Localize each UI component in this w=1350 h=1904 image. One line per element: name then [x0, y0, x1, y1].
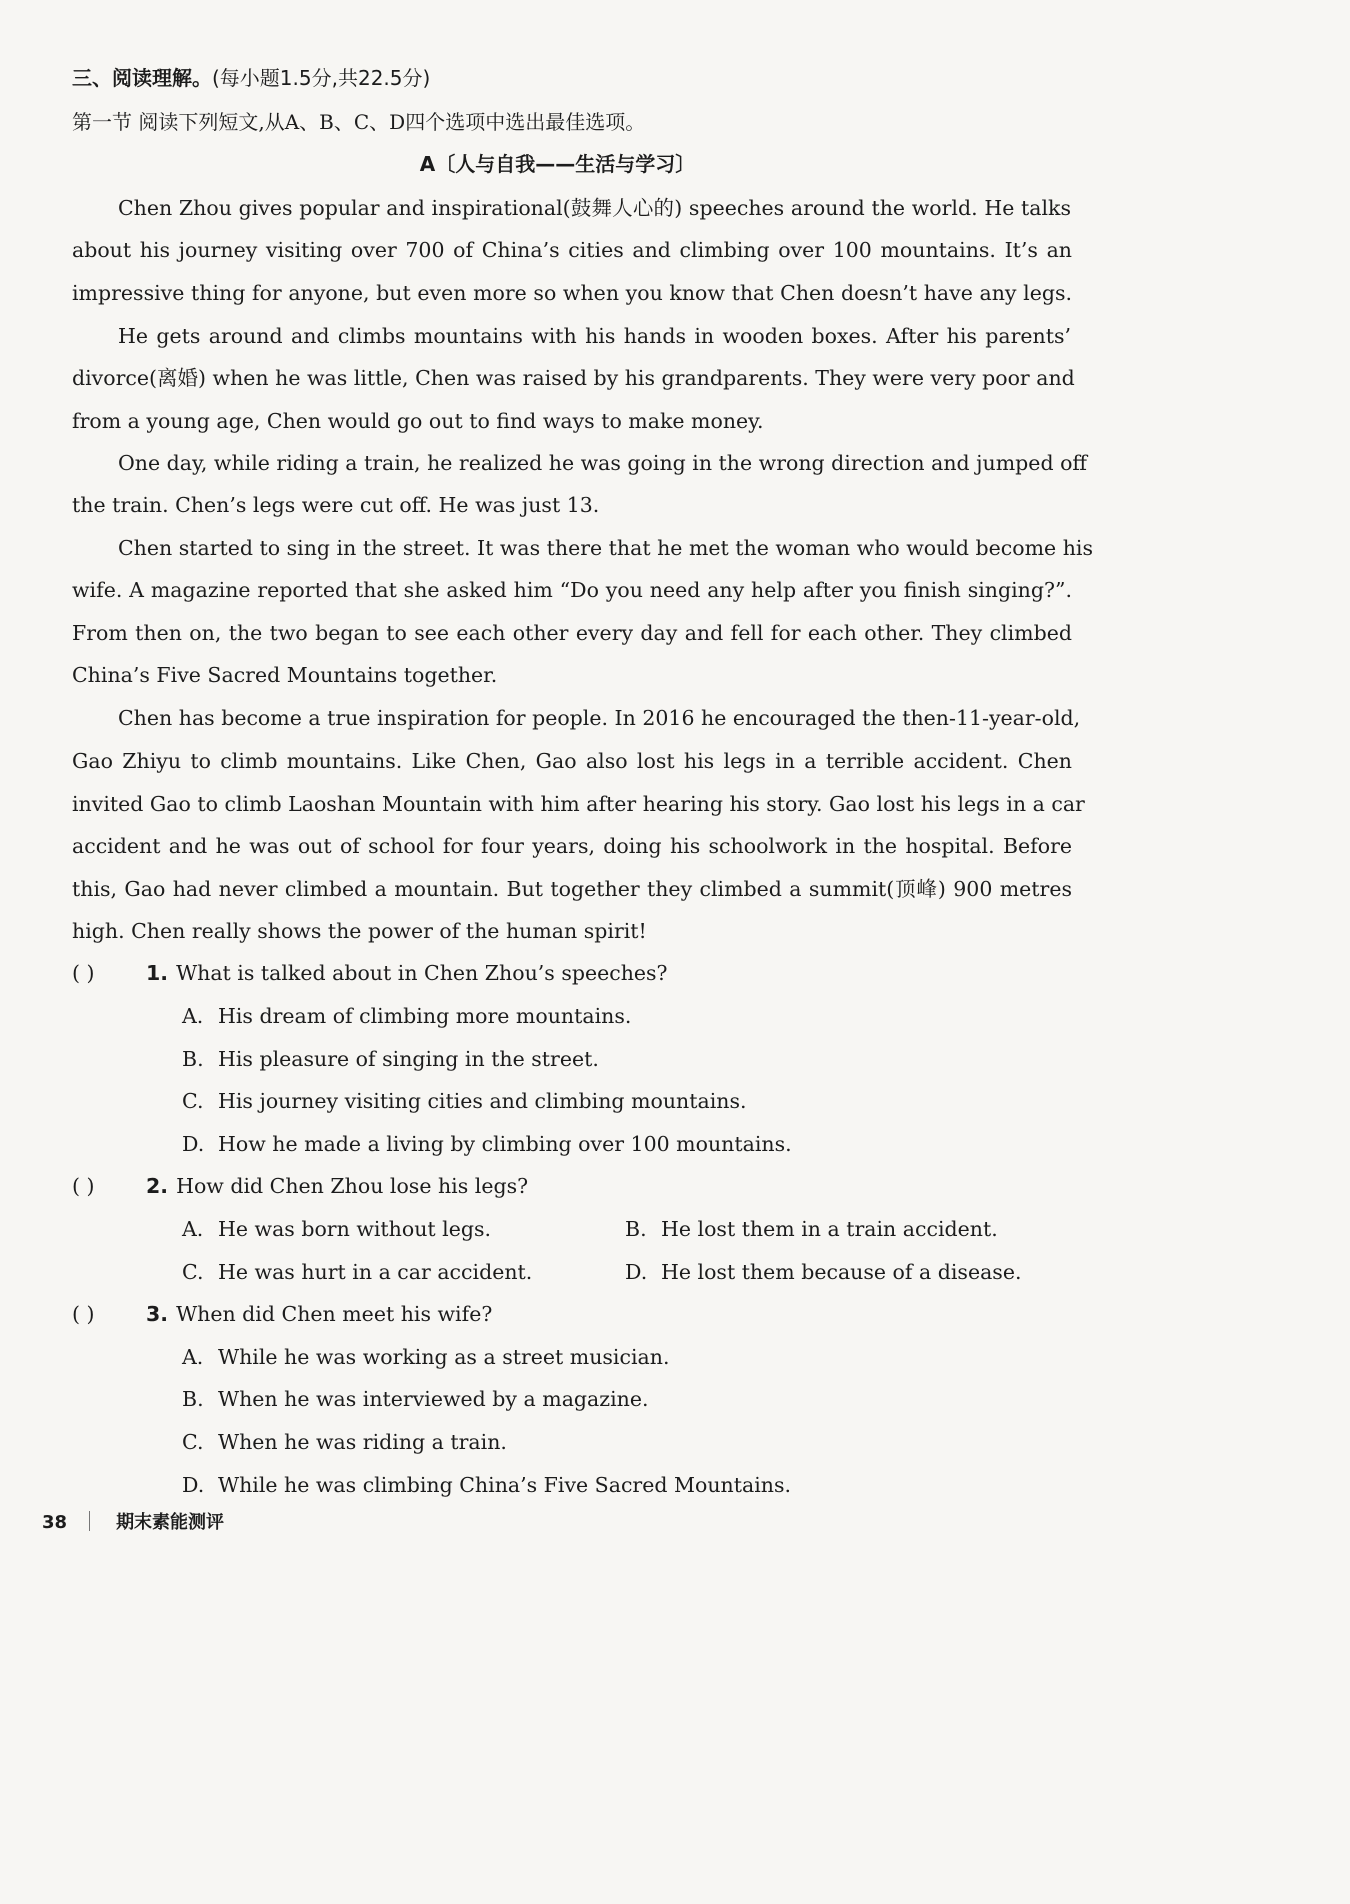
- option-text: He lost them in a train accident.: [661, 1217, 998, 1241]
- option-letter: C.: [182, 1430, 204, 1454]
- question-number: 1.: [146, 961, 169, 985]
- option-d[interactable]: [625, 1258, 1021, 1286]
- passage-line: invited Gao to climb Laoshan Mountain with him after hearing his story. Gao lost his legs in a car: [72, 792, 1085, 816]
- answer-parentheses: ( ): [72, 961, 95, 985]
- answer-blank[interactable]: [72, 1300, 146, 1328]
- option-text: He was hurt in a car accident.: [218, 1260, 533, 1284]
- option-letter: C.: [182, 1260, 204, 1284]
- passage-line: impressive thing for anyone, but even more so when you know that Chen doesn’t have any legs.: [72, 281, 1072, 305]
- option-text: While he was working as a street musician.: [218, 1345, 670, 1369]
- option-letter: A.: [182, 1345, 204, 1369]
- option-letter: A.: [182, 1217, 204, 1241]
- option-letter: A.: [182, 1004, 204, 1028]
- passage-line: high. Chen really shows the power of the human spirit!: [72, 919, 647, 943]
- section-heading: [72, 64, 1072, 92]
- section-score: (每小题1.5分,共22.5分): [212, 66, 431, 90]
- option-text: His pleasure of singing in the street.: [218, 1047, 599, 1071]
- option-letter: D.: [182, 1473, 205, 1497]
- passage-line: accident and he was out of school for four years, doing his schoolwork in the hospital. Before: [72, 834, 1072, 858]
- option-a[interactable]: [182, 1343, 669, 1371]
- passage-line: Chen has become a true inspiration for people. In 2016 he encouraged the then-11-year-old,: [118, 706, 1081, 730]
- answer-parentheses: ( ): [72, 1174, 95, 1198]
- option-text: He was born without legs.: [218, 1217, 492, 1241]
- passage-line: from a young age, Chen would go out to find ways to make money.: [72, 409, 764, 433]
- question-number: 3.: [146, 1302, 169, 1326]
- option-c[interactable]: [182, 1258, 532, 1286]
- passage-line: Gao Zhiyu to climb mountains. Like Chen, Gao also lost his legs in a terrible accident. Chen: [72, 749, 1072, 773]
- passage-line: about his journey visiting over 700 of China’s cities and climbing over 100 mountains. It’s an: [72, 238, 1072, 262]
- option-text: When he was riding a train.: [218, 1430, 507, 1454]
- passage-line: divorce(离婚) when he was little, Chen was raised by his grandparents. They were very poor and: [72, 366, 1075, 390]
- footer-title: 期末素能测评: [116, 1512, 225, 1533]
- option-d[interactable]: [182, 1130, 792, 1158]
- passage-line: this, Gao had never climbed a mountain. But together they climbed a summit(顶峰) 900 metres: [72, 877, 1072, 901]
- option-letter: B.: [182, 1387, 204, 1411]
- option-letter: C.: [182, 1089, 204, 1113]
- option-a[interactable]: [182, 1215, 491, 1243]
- passage-line: One day, while riding a train, he realized he was going in the wrong direction and jumped off: [118, 451, 1087, 475]
- section-title: 三、阅读理解。: [72, 66, 212, 90]
- option-a[interactable]: [182, 1002, 631, 1030]
- option-d[interactable]: [182, 1471, 791, 1499]
- passage-line: Chen started to sing in the street. It was there that he met the woman who would become his: [118, 536, 1093, 560]
- option-text: When he was interviewed by a magazine.: [218, 1387, 649, 1411]
- option-letter: D.: [182, 1132, 205, 1156]
- answer-blank[interactable]: [72, 959, 146, 987]
- question-stem: [72, 959, 668, 987]
- page-number: 38: [42, 1512, 68, 1533]
- answer-blank[interactable]: [72, 1172, 146, 1200]
- option-text: How he made a living by climbing over 100 mountains.: [218, 1132, 792, 1156]
- option-b[interactable]: [182, 1385, 648, 1413]
- page-footer: [42, 1510, 224, 1536]
- footer-divider: [89, 1511, 90, 1531]
- option-c[interactable]: [182, 1087, 747, 1115]
- answer-parentheses: ( ): [72, 1302, 95, 1326]
- option-letter: D.: [625, 1260, 648, 1284]
- option-b[interactable]: [182, 1045, 599, 1073]
- passage-title: A〔人与自我——生活与学习〕: [419, 152, 696, 176]
- question-text: What is talked about in Chen Zhou’s speeches?: [176, 961, 668, 985]
- option-c[interactable]: [182, 1428, 507, 1456]
- option-text: His journey visiting cities and climbing mountains.: [218, 1089, 747, 1113]
- passage-line: the train. Chen’s legs were cut off. He was just 13.: [72, 493, 600, 517]
- option-letter: B.: [625, 1217, 647, 1241]
- question-stem: [72, 1300, 492, 1328]
- option-text: While he was climbing China’s Five Sacred Mountains.: [218, 1473, 791, 1497]
- passage-line: China’s Five Sacred Mountains together.: [72, 663, 498, 687]
- question-stem: [72, 1172, 528, 1200]
- option-text: He lost them because of a disease.: [661, 1260, 1022, 1284]
- option-b[interactable]: [625, 1215, 998, 1243]
- passage-line: From then on, the two began to see each other every day and fell for each other. They climbed: [72, 621, 1072, 645]
- option-text: His dream of climbing more mountains.: [218, 1004, 632, 1028]
- section-instructions: 第一节 阅读下列短文,从A、B、C、D四个选项中选出最佳选项。: [72, 110, 646, 134]
- passage-line: wife. A magazine reported that she asked him “Do you need any help after you finish singing?”.: [72, 578, 1072, 602]
- passage-line: He gets around and climbs mountains with his hands in wooden boxes. After his parents’: [118, 324, 1071, 348]
- question-text: When did Chen meet his wife?: [176, 1302, 493, 1326]
- question-text: How did Chen Zhou lose his legs?: [176, 1174, 529, 1198]
- question-number: 2.: [146, 1174, 169, 1198]
- option-letter: B.: [182, 1047, 204, 1071]
- passage-line: Chen Zhou gives popular and inspirational(鼓舞人心的) speeches around the world. He talks: [118, 196, 1071, 220]
